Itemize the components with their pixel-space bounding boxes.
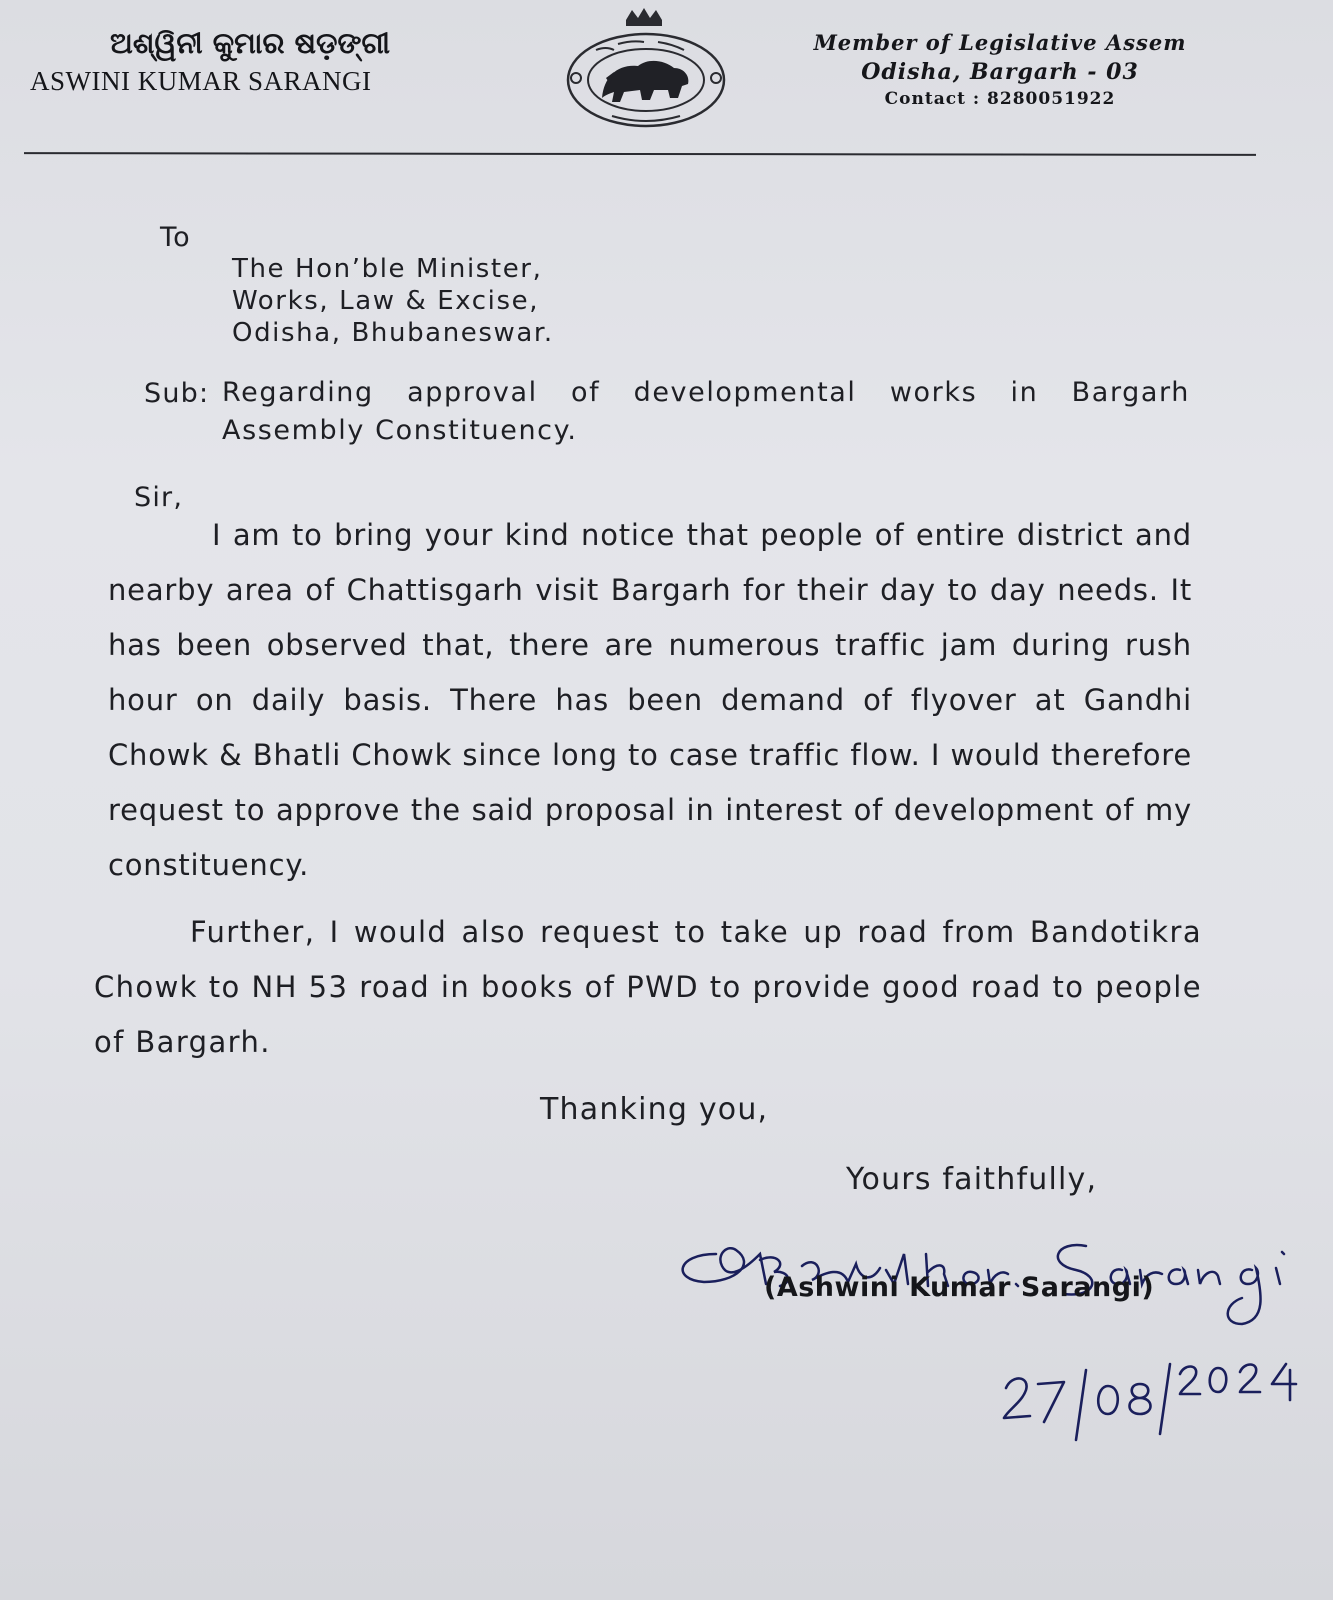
letterhead-divider xyxy=(24,152,1256,156)
body-paragraph-1: I am to bring your kind notice that people of entire district and nearby area of Chattisgarh visit Bargarh for their day to day needs. It has been observed that, there are numerous traffic jam during rush hour on daily basis. There has been demand of flyover at Gandhi Chowk & Bhatli Chowk since long to case traffic flow. I would therefore request to approve the said proposal in interest of development of my constituency. xyxy=(108,518,1192,882)
letterhead-right-block xyxy=(760,30,1240,109)
letterhead-name-english: ASWINI KUMAR SARANGI xyxy=(30,66,372,96)
closing-yours-faithfully: Yours faithfully, xyxy=(846,1162,1098,1197)
handwritten-date xyxy=(1000,1360,1320,1450)
closing-thanks: Thanking you, xyxy=(540,1092,769,1127)
salutation: Sir, xyxy=(134,482,184,513)
letterhead-title: Member of Legislative Assem xyxy=(813,30,1187,55)
odisha-state-emblem-icon xyxy=(566,6,726,130)
body-paragraph-2: Further, I would also request to take up road from Bandotikra Chowk to NH 53 road in books of PWD to provide good road to people of Bargarh. xyxy=(94,915,1202,1059)
recipient-line-2: Works, Law & Excise, xyxy=(232,286,540,316)
letterhead-name-odia: ଅଶ୍ୱିନୀ କୁମାର ଷଡ଼ଙ୍ଗୀ xyxy=(110,26,391,60)
subject-text: Regarding approval of developmental works in Bargarh Assembly Constituency. xyxy=(222,377,1190,446)
letterhead-constituency: Odisha, Bargarh - 03 xyxy=(861,59,1139,85)
recipient-to: To xyxy=(160,222,191,253)
printed-signatory-name: (Ashwini Kumar Sarangi) xyxy=(764,1272,1155,1303)
letterhead-contact: Contact : 8280051922 xyxy=(884,89,1116,109)
recipient-line-1: The Hon’ble Minister, xyxy=(232,254,543,284)
recipient-line-3: Odisha, Bhubaneswar. xyxy=(232,318,554,348)
subject-label: Sub: xyxy=(144,378,210,409)
